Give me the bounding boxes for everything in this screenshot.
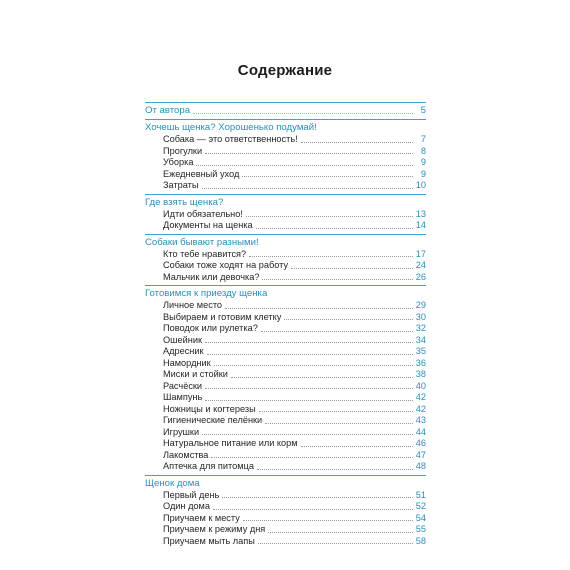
toc-entry-label: Первый день [163,489,220,500]
toc-entry[interactable] [145,169,426,181]
toc-page-number: 24 [415,260,426,270]
dot-leader [225,308,413,309]
toc-entry[interactable] [145,392,426,404]
toc-chapter [145,119,426,192]
toc-entry-label: Собака — это ответственность! [163,134,298,144]
toc-page-number: 7 [420,134,426,144]
toc-entry-label: Лакомства [163,449,209,460]
toc-entry[interactable] [145,524,426,536]
dot-leader [205,400,412,401]
toc-chapter-title: От автора [145,105,191,116]
dot-leader [202,188,413,189]
toc-page-number: 34 [415,334,426,345]
dot-leader [268,532,413,533]
toc-entry-label: Приучаем к режиму дня [163,524,266,534]
toc-page-number: 13 [415,208,426,219]
toc-entry[interactable] [145,180,426,192]
toc-entry-label: Выбираем и готовим клетку [163,311,282,322]
toc-chapter-title: Где взять щенка? [145,196,224,208]
toc-chapter-heading[interactable] [145,195,426,209]
toc-chapter-title: Готовимся к приезду щенка [145,288,268,299]
toc-entry-label: Игрушки [163,426,200,437]
toc-entry-label: Собаки тоже ходят на работу [163,260,289,270]
toc-entry[interactable] [145,490,426,502]
toc-page-number: 10 [415,180,426,190]
dot-leader [259,411,413,412]
dot-leader [246,216,413,217]
dot-leader [243,520,413,521]
toc-page-number: 8 [420,145,426,156]
toc-entry-label: Гигиенические пелёнки [163,415,263,425]
toc-entry[interactable] [145,272,426,284]
toc-entry-label: Затраты [163,180,199,190]
toc-chapter-title: Щенок дома [145,477,200,489]
toc-entry[interactable] [145,300,426,312]
dot-leader [301,446,413,447]
toc-entry-label: Мальчик или девочка? [163,271,260,282]
dot-leader [256,228,413,229]
dot-leader [301,142,413,143]
toc-page-number: 48 [415,461,426,471]
toc-page-number: 32 [415,323,426,333]
toc-page-number: 43 [415,415,426,425]
toc-entry[interactable] [145,249,426,261]
toc-page-number: 46 [415,438,426,448]
toc-entry[interactable] [145,438,426,450]
table-of-contents [145,102,426,549]
page-title: Содержание [237,62,333,79]
toc-entry[interactable] [145,427,426,439]
toc-page-number: 42 [415,392,426,402]
toc-page-number: 52 [415,501,426,511]
toc-page-number: 35 [415,346,426,356]
toc-page-number: 36 [415,357,426,368]
toc-entry-label: Уборка [163,157,194,167]
toc-entry-label: Ежедневный уход [163,168,240,179]
toc-entry[interactable] [145,513,426,525]
toc-chapter-heading[interactable] [145,103,426,117]
dot-leader [291,268,413,269]
toc-page-number: 14 [415,220,426,230]
toc-entry[interactable] [145,209,426,221]
toc-entry[interactable] [145,415,426,427]
dot-leader [214,365,413,366]
dot-leader [222,497,412,498]
dot-leader [207,354,413,355]
toc-entry-label: Адресник [163,346,204,356]
toc-page-number: 9 [420,168,426,179]
toc-entry-label: Ножницы и когтерезы [163,403,256,414]
toc-entry[interactable] [145,369,426,381]
toc-page-number: 47 [415,449,426,460]
toc-entry-label: Ошейник [163,334,202,345]
toc-chapter-heading[interactable] [145,120,426,134]
toc-entry-label: Намордник [163,357,211,368]
toc-chapter-title: Хочешь щенка? Хорошенько подумай! [145,122,317,133]
toc-page-number: 30 [415,311,426,322]
toc-entry-label: Документы на щенка [163,220,253,230]
toc-chapter-title: Собаки бывают разными! [145,236,259,248]
toc-entry[interactable] [145,220,426,232]
toc-chapter-heading[interactable] [145,476,426,490]
toc-page-number: 17 [415,248,426,259]
dot-leader [231,377,413,378]
toc-chapter [145,194,426,232]
toc-entry[interactable] [145,323,426,335]
toc-page-number: 44 [415,426,426,437]
toc-entry[interactable] [145,461,426,473]
toc-entry-label: Расчёски [163,380,203,391]
toc-page-number: 29 [415,300,426,310]
toc-page-number: 38 [415,369,426,379]
toc-entry[interactable] [145,536,426,548]
toc-page-number: 9 [420,157,426,167]
toc-chapter [145,475,426,548]
toc-entry-label: Миски и стойки [163,369,228,379]
toc-chapter-heading[interactable] [145,235,426,249]
dot-leader [249,256,413,257]
toc-entry-label: Идти обязательно! [163,208,243,219]
toc-page-number: 51 [415,489,426,500]
toc-entry[interactable] [145,146,426,158]
dot-leader [258,543,413,544]
toc-page-number: 5 [420,105,426,116]
toc-entry-label: Приучаем мыть лапы [163,535,255,546]
dot-leader [205,153,413,154]
dot-leader [193,113,413,114]
toc-entry-label: Личное место [163,300,223,310]
toc-entry-label: Шампунь [163,392,203,402]
toc-entry[interactable] [145,335,426,347]
toc-entry-label: Прогулки [163,145,203,156]
toc-chapter [145,234,426,284]
toc-page-number: 26 [415,271,426,282]
toc-entry[interactable] [145,358,426,370]
toc-chapter [145,102,426,117]
dot-leader [196,165,413,166]
toc-entry[interactable] [145,381,426,393]
toc-chapter-heading[interactable] [145,286,426,300]
toc-entry-label: Приучаем к месту [163,512,240,523]
toc-entry[interactable] [145,312,426,324]
toc-entry[interactable] [145,450,426,462]
toc-entry[interactable] [145,404,426,416]
dot-leader [265,423,413,424]
toc-entry-label: Один дома [163,501,210,511]
dot-leader [202,434,413,435]
dot-leader [257,469,413,470]
toc-entry-label: Кто тебе нравится? [163,248,247,259]
toc-entry[interactable] [145,501,426,513]
dot-leader [261,331,413,332]
dot-leader [284,319,412,320]
dot-leader [205,342,413,343]
dot-leader [262,279,412,280]
dot-leader [205,388,413,389]
toc-page-number: 40 [415,380,426,391]
toc-entry-label: Аптечка для питомца [163,461,254,471]
toc-entry[interactable] [145,346,426,358]
toc-page-number: 55 [415,524,426,534]
toc-page-number: 42 [415,403,426,414]
toc-entry-label: Поводок или рулетка? [163,323,258,333]
toc-entry[interactable] [145,134,426,146]
dot-leader [242,176,413,177]
toc-entry[interactable] [145,157,426,169]
toc-entry[interactable] [145,260,426,272]
dot-leader [213,509,413,510]
dot-leader [211,457,412,458]
toc-entry-label: Натуральное питание или корм [163,438,298,448]
toc-page-number: 58 [415,535,426,546]
toc-page-number: 54 [415,512,426,523]
toc-chapter [145,285,426,473]
